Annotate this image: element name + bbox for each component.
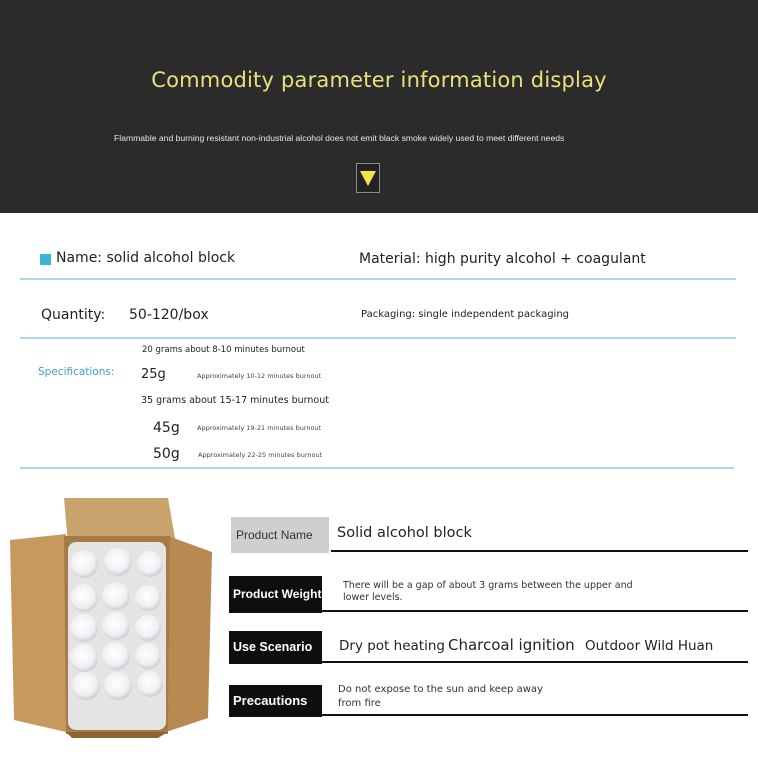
param-quantity-value: 50-120/box (129, 307, 209, 323)
use-scenario-label: Use Scenario (229, 631, 322, 664)
divider (20, 467, 734, 469)
param-quantity-label: Quantity: (41, 307, 106, 323)
header-banner (0, 0, 758, 213)
banner-subtitle: Flammable and burning resistant non-industrial alcohol does not emit black smoke widely used to meet different needs (114, 133, 565, 143)
product-weight-value: There will be a gap of about 3 grams between the upper and lower levels. (343, 580, 633, 603)
use-scenario-value-2: Charcoal ignition (448, 636, 575, 654)
spec-size: 45g (153, 420, 180, 436)
param-packaging: Packaging: single independent packaging (361, 309, 570, 320)
spec-burn: Approximately 22-25 minutes burnout (198, 451, 323, 459)
spec-size: 35 grams about 15-17 minutes burnout (141, 395, 329, 406)
product-box-image (8, 496, 216, 738)
use-scenario-value-1: Dry pot heating (339, 638, 445, 654)
spec-size: 25g (141, 367, 166, 382)
param-name: Name: solid alcohol block (56, 250, 236, 266)
spec-size: 50g (153, 446, 180, 462)
row-divider (322, 714, 748, 716)
product-name-value: Solid alcohol block (337, 525, 472, 541)
param-material: Material: high purity alcohol + coagulant (359, 251, 646, 267)
product-weight-label: Product Weight (229, 576, 322, 613)
use-scenario-value-3: Outdoor Wild Huan (585, 638, 714, 654)
spec-burn: Approximately 10-12 minutes burnout (197, 372, 322, 380)
spec-size: 20 grams about 8-10 minutes burnout (142, 345, 305, 355)
row-divider (331, 550, 748, 552)
down-arrow-icon (356, 163, 380, 193)
divider (20, 278, 736, 280)
spec-burn: Approximately 19-21 minutes burnout (197, 424, 322, 432)
product-name-label: Product Name (231, 517, 329, 553)
divider (20, 337, 736, 339)
spec-label: Specifications: (38, 366, 115, 378)
bullet-square-icon (40, 254, 51, 265)
row-divider (322, 661, 748, 663)
banner-title: Commodity parameter information display (151, 68, 607, 92)
row-divider (322, 610, 748, 612)
precautions-value: Do not expose to the sun and keep away from fire (338, 684, 543, 709)
precautions-label: Precautions (229, 685, 322, 717)
